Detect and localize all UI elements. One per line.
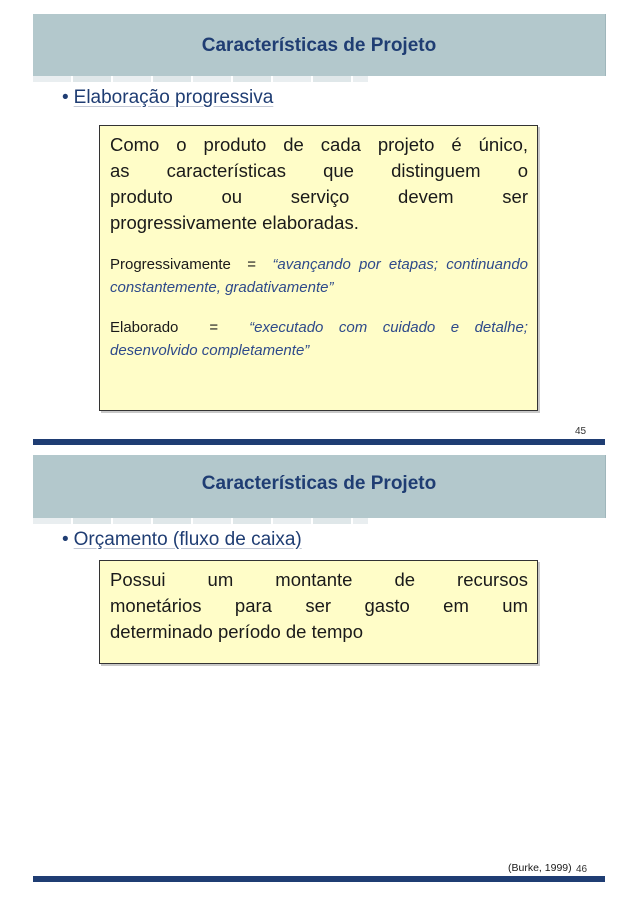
- bullet-item: [62, 86, 273, 110]
- bullet-icon: •: [62, 87, 69, 108]
- paragraph-line: monetários para ser gasto em um: [110, 595, 528, 616]
- footer-rule: [33, 876, 605, 882]
- title-bar: [33, 455, 606, 518]
- paragraph-line: as características que distinguem o: [110, 160, 528, 181]
- equals-sign: =: [209, 319, 219, 336]
- definition-meaning: “executado com cuidado e detalhe; desenvolvido completamente”: [110, 319, 528, 359]
- definition-progressivamente: [110, 253, 528, 299]
- definition-meaning: “avançando por etapas; continuando constantemente, gradativamente”: [110, 256, 529, 296]
- paragraph-line: Como o produto de cada projeto é único,: [110, 134, 528, 155]
- equals-sign: =: [247, 256, 257, 273]
- paragraph-line: progressivamente elaboradas.: [110, 212, 359, 233]
- slide-46: [0, 452, 638, 903]
- bullet-text: Orçamento (fluxo de caixa): [73, 529, 302, 550]
- paragraph-line: Possui um montante de recursos: [110, 569, 528, 590]
- page-number: 45: [575, 426, 587, 437]
- bullet-text: Elaboração progressiva: [73, 87, 274, 108]
- definition-term: Elaborado: [110, 319, 179, 336]
- page-number: 46: [576, 864, 588, 875]
- title-divider: [33, 76, 368, 82]
- box-paragraph: [110, 132, 528, 236]
- content-box: [99, 560, 538, 664]
- footer-rule: [33, 439, 605, 445]
- slide-title: Características de Projeto: [201, 35, 437, 56]
- definition-elaborado: [110, 316, 528, 362]
- title-divider: [33, 518, 368, 524]
- paragraph-line: produto ou serviço devem ser: [110, 186, 528, 207]
- content-box: [99, 125, 538, 411]
- slide-title: Características de Projeto: [201, 473, 437, 494]
- paragraph-line: determinado período de tempo: [110, 621, 364, 642]
- citation: (Burke, 1999): [508, 862, 572, 874]
- bullet-item: [62, 528, 302, 552]
- bullet-icon: •: [62, 529, 69, 550]
- title-bar: [33, 14, 606, 76]
- definition-term: Progressivamente: [110, 256, 231, 273]
- box-paragraph: [110, 567, 528, 645]
